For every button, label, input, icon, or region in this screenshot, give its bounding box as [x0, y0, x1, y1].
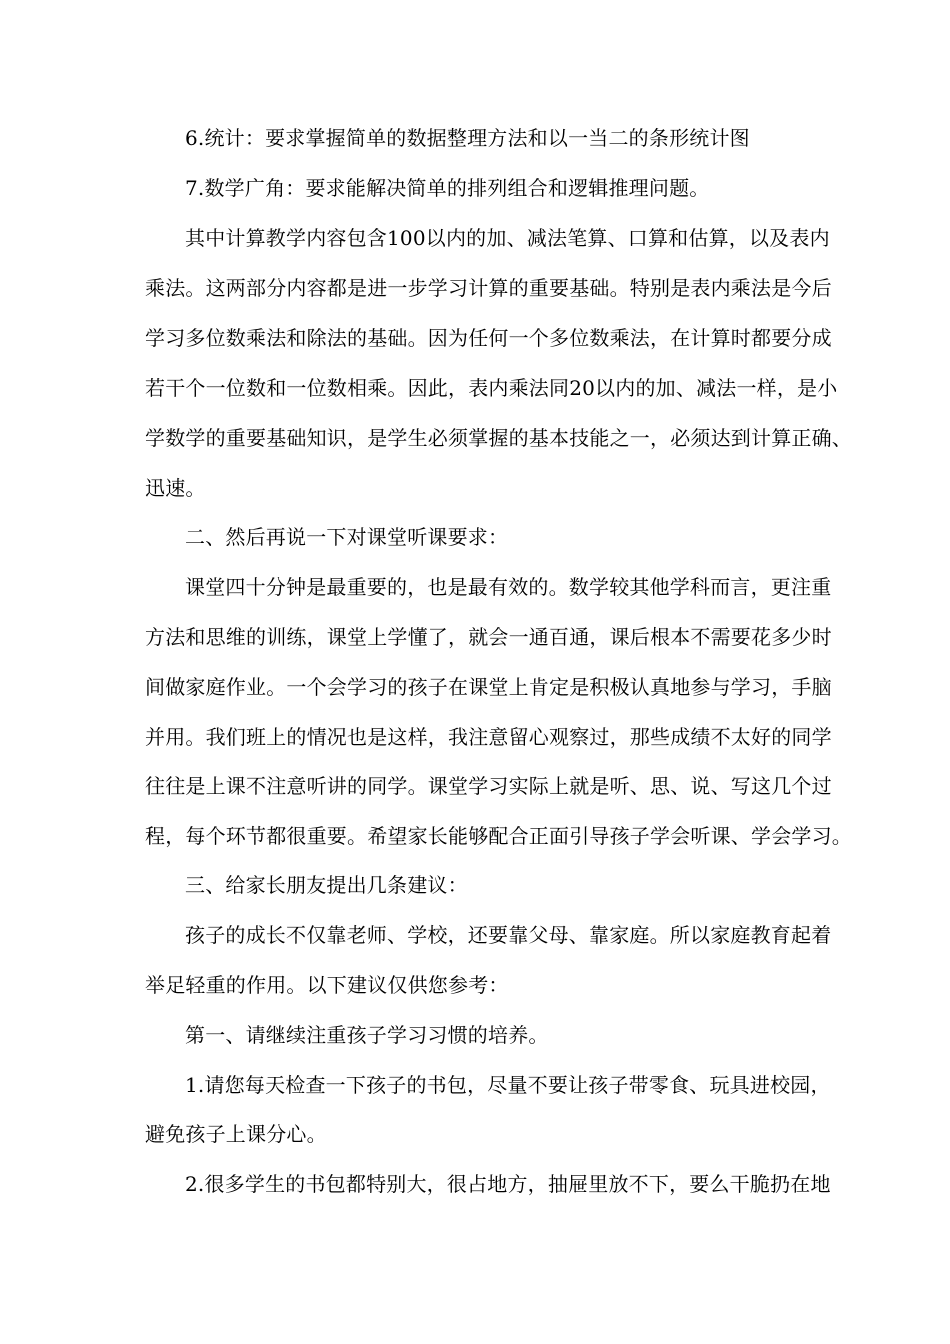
text-line: 其中计算教学内容包含100以内的加、减法笔算、口算和估算，以及表内 [185, 226, 830, 250]
text-line: 课堂四十分钟是最重要的，也是最有效的。数学较其他学科而言，更注重 [185, 575, 832, 599]
section-heading: 二、然后再说一下对课堂听课要求： [185, 525, 509, 549]
text-line: 第一、请继续注重孩子学习习惯的培养。 [185, 1023, 549, 1047]
section-heading: 三、给家长朋友提出几条建议： [185, 873, 468, 897]
text-line: 乘法。这两部分内容都是进一步学习计算的重要基础。特别是表内乘法是今后 [145, 276, 832, 300]
text-line: 避免孩子上课分心。 [145, 1122, 327, 1146]
text-line: 方法和思维的训练，课堂上学懂了，就会一通百通，课后根本不需要花多少时 [145, 625, 832, 649]
text-line: 举足轻重的作用。以下建议仅供您参考： [145, 973, 509, 997]
text-line: 学习多位数乘法和除法的基础。因为任何一个多位数乘法，在计算时都要分成 [145, 326, 832, 350]
text-line: 6.统计：要求掌握简单的数据整理方法和以一当二的条形统计图 [185, 126, 750, 150]
text-line: 学数学的重要基础知识，是学生必须掌握的基本技能之一，必须达到计算正确、 [145, 426, 852, 450]
text-line: 程，每个环节都很重要。希望家长能够配合正面引导孩子学会听课、学会学习。 [145, 824, 852, 848]
text-line: 7.数学广角：要求能解决简单的排列组合和逻辑推理问题。 [185, 176, 710, 200]
text-line: 迅速。 [145, 476, 206, 500]
text-line: 孩子的成长不仅靠老师、学校，还要靠父母、靠家庭。所以家庭教育起着 [185, 923, 832, 947]
text-line: 间做家庭作业。一个会学习的孩子在课堂上肯定是积极认真地参与学习，手脑 [145, 675, 832, 699]
text-line: 往往是上课不注意听讲的同学。课堂学习实际上就是听、思、说、写这几个过 [145, 774, 832, 798]
text-line: 若干个一位数和一位数相乘。因此，表内乘法同20以内的加、减法一样，是小 [145, 376, 838, 400]
text-line: 2.很多学生的书包都特别大，很占地方，抽屉里放不下，要么干脆扔在地 [185, 1172, 831, 1196]
text-line: 1.请您每天检查一下孩子的书包，尽量不要让孩子带零食、玩具进校园， [185, 1073, 831, 1097]
text-line: 并用。我们班上的情况也是这样，我注意留心观察过，那些成绩不太好的同学 [145, 725, 832, 749]
